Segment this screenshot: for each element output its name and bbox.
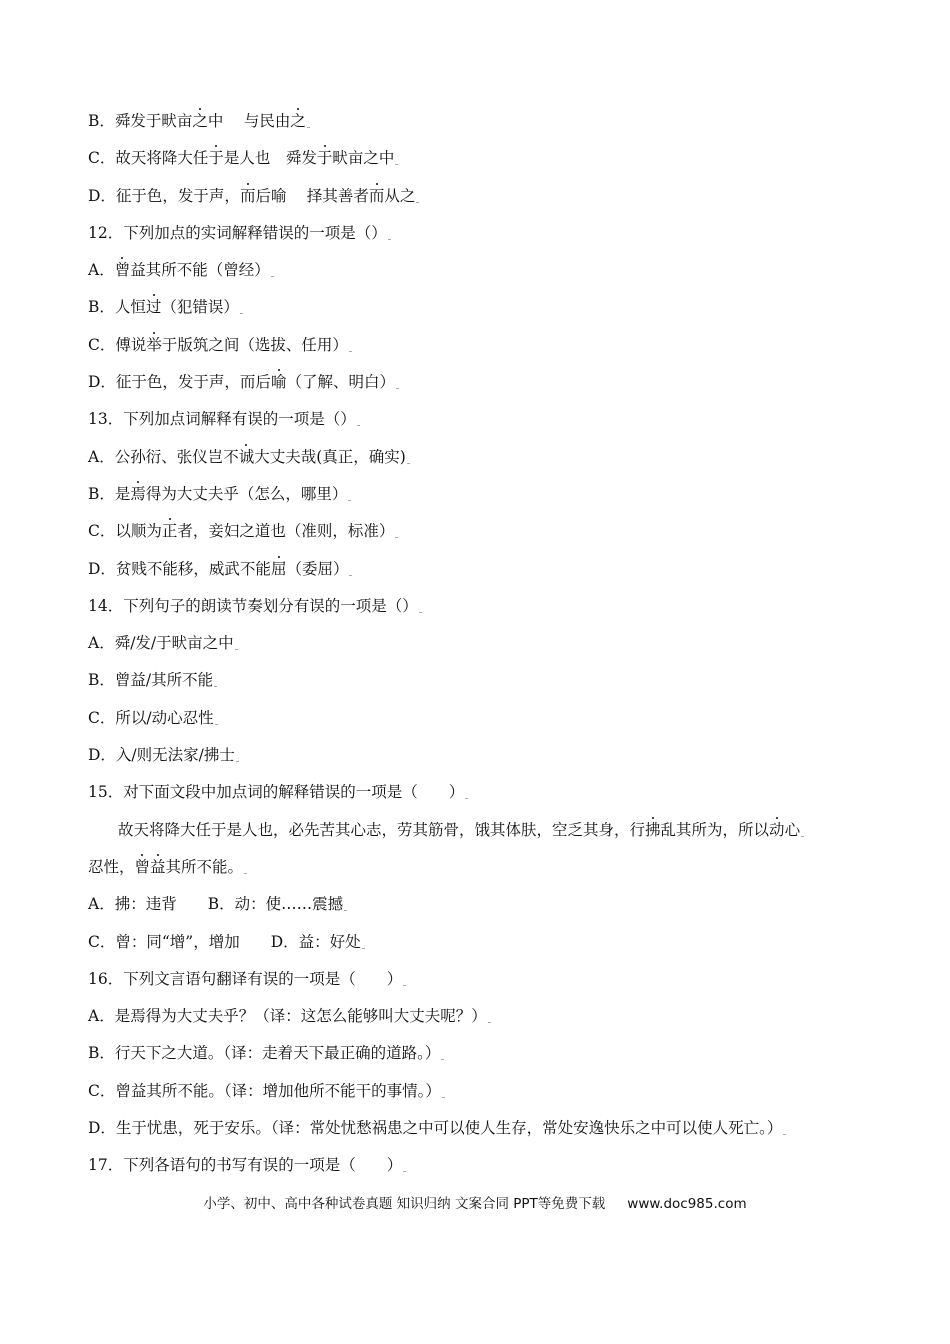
paragraph-mark [407,453,410,464]
text-line [88,522,863,559]
text-segment: D．入/则无法家/拂士 [88,746,235,765]
paragraph-mark [271,266,274,277]
emphasized-char: 动 [769,820,785,839]
text-segment: A．公孙衍、张仪岂不 [88,447,239,466]
text-line [88,298,863,335]
text-segment: D．贫贱不能移，威武不能 [88,559,271,578]
emphasized-char: 于 [208,149,224,168]
paragraph-mark [783,1124,786,1135]
text-line [88,858,863,895]
paragraph-mark [801,826,804,837]
text-segment: 17．下列各语句的书写有误的一项是（ ） [88,1156,403,1175]
text-segment: 故天将降大任于是人也，必先苦其心志，劳其筋骨，饿其体肤，空乏其身，行 [118,820,646,839]
text-line [88,1119,863,1156]
text-segment: D．生于忧患，死于安乐。（译：常处忧愁祸患之中可以使人生存，常处安逸快乐之中可以使人死亡。） [88,1119,783,1138]
text-line [88,1044,863,1081]
text-segment: C．故天将降大任 [88,149,209,168]
text-segment: 15．对下面文段中加点词的解释错误的一项是（ ） [88,783,465,802]
text-line [88,448,863,485]
text-line [88,1007,863,1044]
text-segment: C．以顺为 [88,522,162,541]
text-segment: 于版筑之间（选拔、任用） [161,335,348,354]
text-segment: 是人也 舜发 [223,149,317,168]
paragraph-mark [465,788,468,799]
text-line [88,373,863,410]
text-line [88,709,863,746]
emphasized-char: 拂 [645,820,661,839]
emphasized-char: 于 [316,149,333,168]
text-line [88,336,863,373]
footer-url[interactable]: www.doc985.com [627,1196,747,1212]
emphasized-char: 诚 [238,447,255,466]
text-line [88,1082,863,1119]
text-segment: D．征于色，发于声，而后 [88,373,271,392]
text-segment: B．行天下之大道。（译：走着天下最正确的道路。） [88,1044,441,1063]
text-segment: 者，妾妇之道也（准则，标准） [177,522,395,541]
emphasized-char: 而 [368,186,385,205]
paragraph-mark [357,415,360,426]
emphasized-char: 之 [192,112,208,130]
emphasized-char: 喻 [270,373,287,392]
emphasized-char: 曾 [134,857,151,876]
text-line [88,821,863,858]
text-segment: （犯错误） [161,298,239,317]
paragraph-mark [348,490,351,501]
text-segment: B．人恒 [88,298,146,317]
question-content [88,112,863,1194]
emphasized-char: 过 [145,298,162,317]
text-segment: （委屈） [286,559,349,578]
text-segment: A．舜/发/于畎亩之中 [88,634,234,653]
footer-text: 小学、初中、高中各种试卷真题 知识归纳 文案合同 PPT等免费下载 [203,1196,606,1212]
text-line [88,970,863,1007]
emphasized-char: 正 [161,522,178,541]
page-footer [0,1192,950,1212]
text-segment: A． [88,261,115,280]
text-segment: 其所不能。 [165,857,244,876]
text-segment: 畎亩之中 [332,149,395,168]
emphasized-char: 曾 [114,261,131,280]
paragraph-mark [388,229,391,240]
emphasized-char: 屈 [270,559,287,578]
paragraph-mark [244,863,247,874]
text-segment: 忍性， [88,857,135,876]
text-line [88,597,863,634]
text-line [88,746,863,783]
text-segment: 乱其所为，所以 [660,820,770,839]
text-segment: 从之 [384,186,416,205]
paragraph-mark [416,192,419,203]
text-segment: 13．下列加点词解释有误的一项是（） [88,410,356,429]
text-line [88,149,863,186]
emphasized-char: 举 [146,335,162,354]
text-line [88,895,863,932]
text-line [88,933,863,970]
paragraph-mark [395,154,398,165]
text-line [88,187,863,224]
text-line [88,261,863,298]
text-segment: A．拂：违背 B．动：使……震撼 [88,895,344,914]
paragraph-mark [214,676,217,687]
paragraph-mark [307,117,310,128]
text-segment: 心 [784,820,801,839]
emphasized-char: 焉 [130,484,146,503]
text-line [88,1156,863,1193]
paragraph-mark [488,1012,491,1023]
text-line [88,485,863,522]
text-line [88,634,863,671]
text-segment: B．是 [88,484,131,503]
paragraph-mark [403,1161,406,1172]
text-segment: 后喻 择其善者 [255,186,369,205]
text-segment: 14．下列句子的朗读节奏划分有误的一项是（） [88,596,418,615]
paragraph-mark [344,900,347,911]
text-line [88,224,863,261]
text-segment: 中 与民由 [207,112,291,130]
text-line [88,112,863,149]
paragraph-mark [215,714,218,725]
text-segment: 12．下列加点的实词解释错误的一项是（） [88,223,387,242]
text-segment: 16．下列文言语句翻译有误的一项是（ ） [88,969,403,988]
text-line [88,560,863,597]
text-segment: 益其所不能（曾经） [130,261,270,280]
emphasized-char: 而 [239,186,256,205]
paragraph-mark [442,1087,445,1098]
text-segment: C．曾益其所不能。（译：增加他所不能干的事情。） [88,1081,441,1100]
text-segment: B．舜发于畎亩 [88,112,193,130]
text-segment: C．所以/动心忍性 [88,708,214,727]
emphasized-char: 益 [150,857,166,876]
paragraph-mark [240,303,243,314]
paragraph-mark [349,565,352,576]
paragraph-mark [441,1049,444,1060]
text-segment: C．傅说 [88,335,147,354]
text-segment: （了解、明白） [286,373,395,392]
paragraph-mark [419,602,422,613]
paragraph-mark [236,751,239,762]
paragraph-mark [235,639,238,650]
text-line [88,671,863,708]
text-line [88,410,863,447]
text-segment: 得为大丈夫乎（怎么，哪里） [145,484,348,503]
paragraph-mark [403,975,406,986]
paragraph-mark [396,378,399,389]
text-segment: A．是焉得为大丈夫乎？（译：这怎么能够叫大丈夫呢？） [88,1007,487,1026]
text-segment: 大丈夫哉(真正，确实) [254,447,406,466]
text-segment: C．曾：同“增”，增加 D．益：好处 [88,932,361,951]
text-line [88,783,863,820]
paragraph-mark [395,527,398,538]
paragraph-mark [362,938,365,949]
text-segment: D．征于色，发于声， [88,186,240,205]
text-segment: B．曾益/其所不能 [88,671,214,690]
paragraph-mark [349,341,352,352]
emphasized-char: 之 [290,112,306,130]
